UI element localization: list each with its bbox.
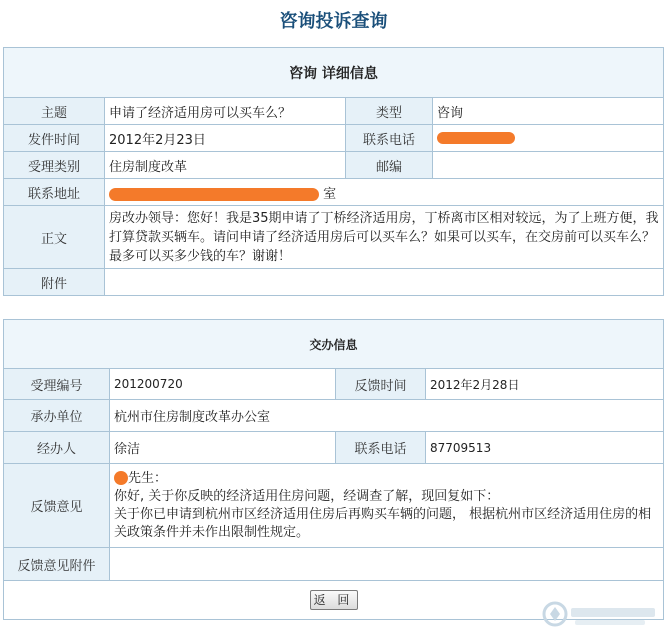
postcode-label: 邮编 [346, 152, 433, 179]
redaction-mark [114, 471, 128, 485]
feedback-greeting: 先生： [114, 470, 659, 488]
handling-section-header: 交办信息 [4, 320, 664, 369]
send-date-label: 发件时间 [4, 125, 105, 152]
feedback-time-value: 2012年2月28日 [426, 369, 664, 400]
case-number-value: 201200720 [110, 369, 336, 400]
subject-label: 主题 [4, 98, 105, 125]
feedback-attachment-value [110, 548, 664, 581]
attachment-label: 附件 [4, 269, 105, 296]
body-label: 正文 [4, 206, 105, 269]
type-value: 咨询 [433, 98, 664, 125]
contact-phone-label: 联系电话 [346, 125, 433, 152]
feedback-label: 反馈意见 [4, 464, 110, 548]
handling-unit-value: 杭州市住房制度改革办公室 [110, 400, 664, 432]
category-value: 住房制度改革 [105, 152, 346, 179]
handling-unit-label: 承办单位 [4, 400, 110, 432]
feedback-value [110, 464, 664, 548]
subject-value: 申请了经济适用房可以买车么？ [105, 98, 346, 125]
attachment-value [105, 269, 664, 296]
send-date-value: 2012年2月23日 [105, 125, 346, 152]
case-number-label: 受理编号 [4, 369, 110, 400]
postcode-value [433, 152, 664, 179]
feedback-time-label: 反馈时间 [336, 369, 426, 400]
handler-phone-value: 87709513 [426, 432, 664, 464]
address-value [105, 179, 664, 206]
site-watermark-logo-icon [541, 599, 661, 629]
contact-phone-value [433, 125, 664, 152]
type-label: 类型 [346, 98, 433, 125]
handler-phone-label: 联系电话 [336, 432, 426, 464]
page-title: 咨询投诉查询 [279, 11, 388, 32]
redaction-mark [437, 132, 515, 144]
feedback-attachment-label: 反馈意见附件 [4, 548, 110, 581]
back-button[interactable]: 返 回 [310, 590, 358, 610]
feedback-answer: 关于你已申请到杭州市区经济适用住房后再购买车辆的问题， 根据杭州市区经济适用住房的相关政策条件并未作出限制性规定。 [114, 506, 652, 540]
consult-section-header: 咨询 详细信息 [4, 48, 664, 98]
handler-value: 徐洁 [110, 432, 336, 464]
category-label: 受理类别 [4, 152, 105, 179]
body-value: 房改办领导：您好！我是35期申请了丁桥经济适用房，丁桥离市区相对较远，为了上班方便，我打算贷款买辆车。请问申请了经济适用房后可以买车么？如果可以买车，在交房前可以买车么？最多可以买多少钱的车？谢谢！ [105, 206, 664, 269]
handling-info-table [3, 319, 664, 620]
redaction-mark [109, 188, 319, 201]
address-label: 联系地址 [4, 179, 105, 206]
consult-detail-table [3, 47, 664, 296]
feedback-intro: 你好, 关于你反映的经济适用住房问题，经调查了解，现回复如下： [114, 488, 500, 504]
address-suffix: 室 [323, 186, 337, 202]
handler-label: 经办人 [4, 432, 110, 464]
